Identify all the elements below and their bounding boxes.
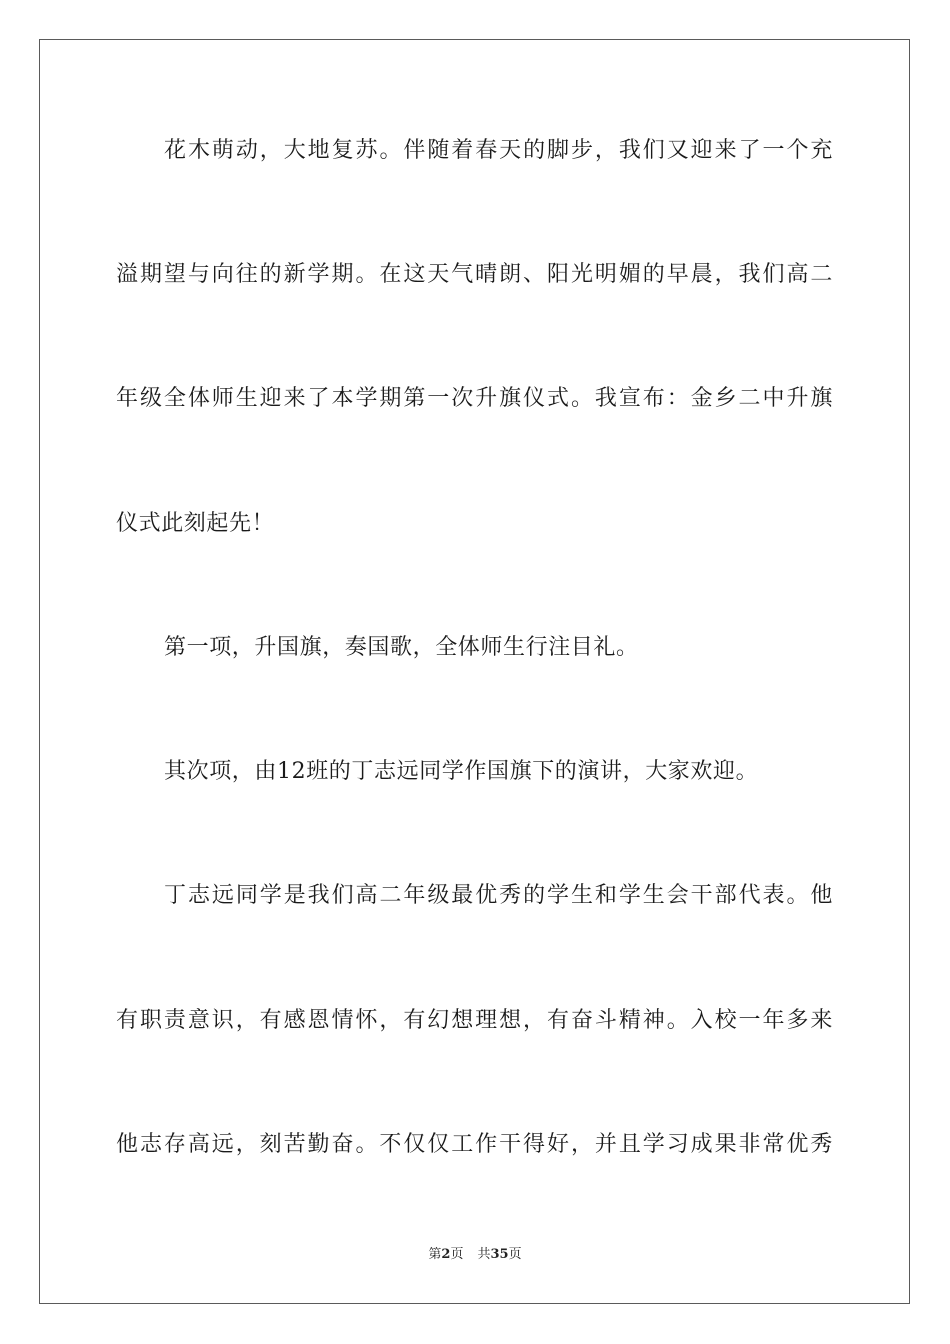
text-line-9: 他志存高远，刻苦勤奋。不仅仅工作干得好，并且学习成果非常优秀 xyxy=(116,1132,833,1157)
page-footer xyxy=(0,1246,950,1264)
document-body xyxy=(116,0,833,1200)
text-line-5: 第一项，升国旗，奏国歌，全体师生行注目礼。 xyxy=(164,635,639,660)
text-line-3: 年级全体师生迎来了本学期第一次升旗仪式。我宣布：金乡二中升旗 xyxy=(116,386,833,411)
page-number: 2 xyxy=(441,1247,451,1262)
page-prefix: 第 xyxy=(428,1247,442,1262)
page-suffix: 页 xyxy=(450,1247,464,1262)
total-pages: 35 xyxy=(490,1247,509,1262)
total-suffix: 页 xyxy=(508,1247,522,1262)
text-line-8: 有职责意识，有感恩情怀，有幻想理想，有奋斗精神。入校一年多来 xyxy=(116,1008,833,1033)
text-line-6: 其次项，由12班的丁志远同学作国旗下的演讲，大家欢迎。 xyxy=(164,759,759,784)
text-line-7: 丁志远同学是我们高二年级最优秀的学生和学生会干部代表。他 xyxy=(164,883,833,908)
total-prefix: 共 xyxy=(477,1247,491,1262)
text-line-2: 溢期望与向往的新学期。在这天气晴朗、阳光明媚的早晨，我们高二 xyxy=(116,262,833,287)
text-line-4: 仪式此刻起先！ xyxy=(116,511,275,536)
text-line-1: 花木萌动，大地复苏。伴随着春天的脚步，我们又迎来了一个充 xyxy=(164,138,833,163)
